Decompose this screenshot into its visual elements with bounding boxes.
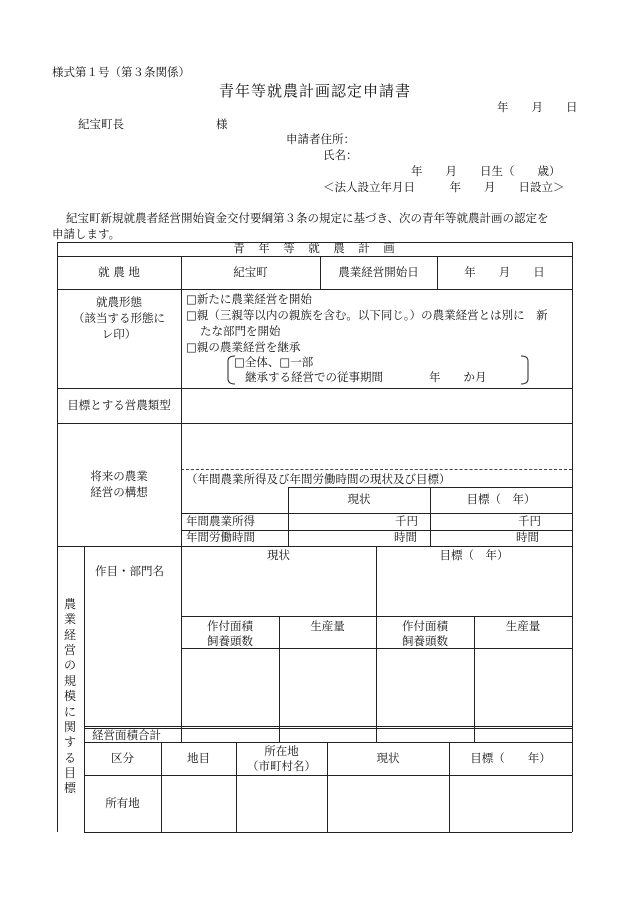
total-area-label: 経営面積合計: [92, 728, 161, 742]
future-vision-label-cont: 経営の構想: [90, 485, 148, 499]
page-title: 青年等就農計画認定申請書: [218, 82, 411, 100]
future-vision-field[interactable]: [181, 423, 572, 469]
option-new-division[interactable]: □親（三親等以内の親族を含む。以下同じ。）の農業経営とは別に 新: [186, 308, 548, 322]
land-type-header: 地目: [187, 750, 210, 765]
annual-income-label: 年間農業所得: [186, 514, 255, 528]
hours-current-unit: 時間: [394, 530, 417, 544]
farm-location-label: 就 農 地: [98, 264, 140, 279]
applicant-name-label: 氏名：: [323, 148, 358, 162]
farming-form-label-note: （該当する形態に: [73, 311, 165, 325]
scale-target-header: 目標（ 年）: [439, 548, 509, 562]
intro-text-cont: 申請します。: [52, 227, 121, 241]
corporation-date-line: ＜法人設立年月日 年 月 日設立＞: [323, 180, 565, 194]
target-production-label: 生産量: [505, 619, 541, 633]
scale-current-header: 現状: [267, 548, 290, 562]
category-header: 区分: [111, 750, 134, 765]
target-livestock-label: 飼養頭数: [402, 634, 448, 648]
current-production-label: 生産量: [310, 619, 345, 633]
farming-form-label-note2: レ印）: [101, 327, 137, 341]
owned-land-label: 所有地: [105, 795, 140, 810]
location-header: 所在地: [264, 744, 299, 758]
farm-location-value: 紀宝町: [233, 264, 268, 279]
form-number: 様式第１号（第３条関係）: [52, 65, 190, 79]
target-farming-type-label: 目標とする営農類型: [67, 397, 171, 412]
target-farming-type-field[interactable]: [181, 388, 572, 423]
income-current-header: 現状: [347, 492, 371, 507]
current-livestock-label: 飼養頭数: [207, 634, 253, 648]
plan-heading: 青 年 等 就 農 計 画: [233, 241, 396, 256]
land-current-header: 現状: [376, 750, 400, 765]
land-target-header: 目標（ 年）: [470, 750, 551, 765]
start-date-value: 年 月 日: [464, 264, 545, 279]
birth-date-line: 年 月 日生（ 歳）: [411, 164, 561, 178]
income-target-unit: 千円: [518, 514, 541, 528]
income-target-header: 目標（ 年）: [466, 492, 536, 507]
income-hours-heading: （年間農業所得及び年間労働時間の現状及び目標）: [186, 472, 451, 486]
target-area-label: 作付面積: [402, 619, 448, 633]
scale-section-label: 農業経営の規模に関する目標: [63, 597, 76, 796]
option-new-division-cont: たな部門を開始: [200, 324, 281, 338]
crop-division-label: 作目・部門名: [95, 564, 164, 578]
addressee: 紀宝町長 様: [78, 117, 228, 131]
farming-form-label: 就農形態: [96, 295, 142, 309]
option-new-start[interactable]: □新たに農業経営を開始: [186, 292, 312, 306]
income-current-unit: 千円: [395, 514, 418, 528]
intro-text: 紀宝町新規就農者経営開始資金交付要綱第３条の規定に基づき、次の青年等就農計画の認定を: [66, 211, 549, 225]
current-area-label: 作付面積: [207, 619, 253, 633]
annual-hours-label: 年間労働時間: [186, 530, 255, 544]
option-succession-scope[interactable]: □全体、□一部: [234, 355, 314, 369]
right-bracket: [519, 355, 531, 385]
location-header-note: （市町村名）: [247, 759, 316, 773]
start-date-label: 農業経営開始日: [338, 264, 419, 279]
applicant-address-label: 申請者住所：: [286, 132, 355, 146]
application-date: 年 月 日: [497, 100, 578, 114]
hours-target-unit: 時間: [516, 530, 539, 544]
option-succession[interactable]: □親の農業経営を継承: [186, 340, 301, 354]
option-succession-period: 継承する経営での従事期間 年 か月: [245, 370, 487, 384]
future-vision-label: 将来の農業: [90, 469, 148, 483]
